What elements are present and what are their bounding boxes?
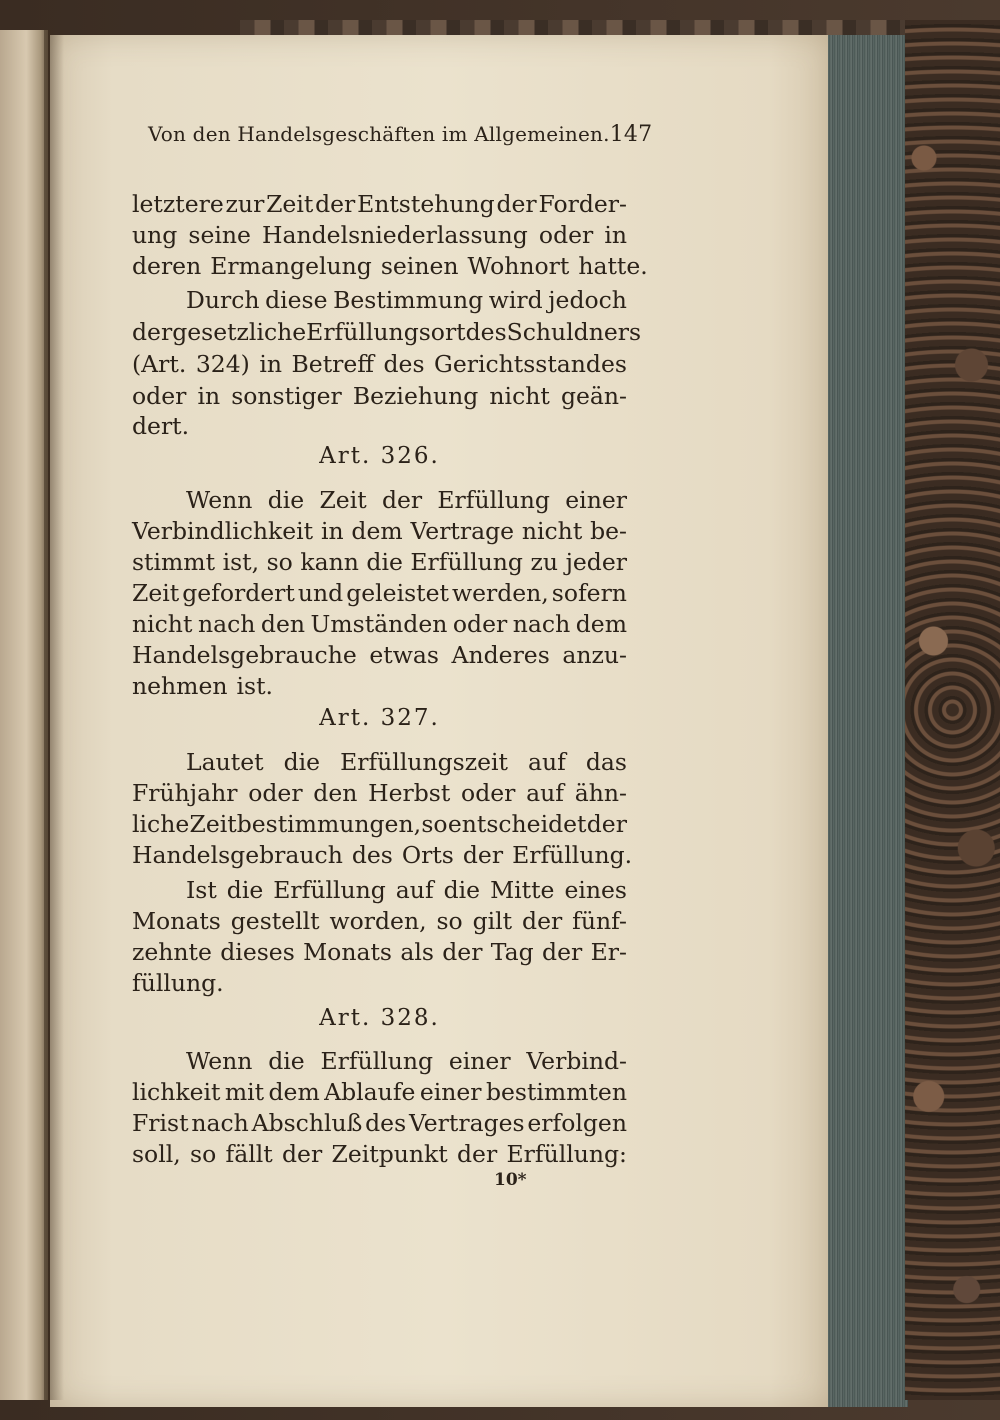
word: anzu- — [562, 641, 627, 669]
text-line — [132, 777, 627, 809]
word: Bestimmung — [333, 286, 484, 314]
running-title: Von den Handelsgeschäften im Allgemeinen. — [148, 122, 610, 146]
word: Monats — [132, 907, 221, 935]
word: Wohnort — [467, 252, 570, 280]
word: Frist — [132, 1109, 189, 1137]
word: so — [190, 1140, 217, 1168]
word: einer — [448, 1047, 511, 1075]
text-line — [132, 250, 648, 282]
facing-page-edge — [0, 30, 48, 1400]
text-line — [132, 515, 627, 547]
word: erfolgen — [527, 1109, 627, 1137]
word: sofern — [551, 579, 627, 607]
marbled-cover — [905, 20, 1000, 1400]
word: zur — [225, 190, 265, 218]
spine-shadow — [44, 30, 64, 1400]
word: diese — [265, 286, 328, 314]
word: auf — [526, 779, 564, 807]
word: in — [259, 350, 283, 378]
word: ähn- — [574, 779, 627, 807]
word: jeder — [565, 548, 627, 576]
word: die — [267, 486, 305, 514]
word: hatte. — [578, 252, 648, 280]
text-line — [132, 905, 627, 937]
word: liche — [132, 810, 190, 838]
word: stimmt — [132, 548, 216, 576]
word: sonstiger — [231, 382, 342, 410]
word: Monats — [303, 938, 392, 966]
word: Umständen — [310, 610, 448, 638]
word: lichkeit — [132, 1078, 221, 1106]
word: oder — [132, 382, 187, 410]
word: jedoch — [548, 286, 627, 314]
word: dert. — [132, 412, 190, 440]
word: oder — [452, 610, 508, 638]
word: und — [297, 579, 344, 607]
word: Mitte — [490, 876, 555, 904]
word: Erfüllung: — [506, 1140, 627, 1168]
word: Erfüllung — [320, 1047, 434, 1075]
word: Vertrage — [410, 517, 515, 545]
word: so — [421, 810, 448, 838]
word: dieses — [220, 938, 295, 966]
word: den — [260, 610, 306, 638]
text-line — [132, 577, 627, 609]
word: Frühjahr — [132, 779, 238, 807]
word: der — [442, 938, 483, 966]
word: dem — [351, 517, 403, 545]
word: nicht — [132, 610, 193, 638]
word: ist, — [222, 548, 260, 576]
page-number: 147 — [609, 122, 653, 147]
word: gilt — [472, 907, 513, 935]
word: des — [365, 1109, 407, 1137]
word: auf — [395, 876, 434, 904]
word: Tag — [490, 938, 534, 966]
word: der — [462, 841, 504, 869]
word: oder — [538, 221, 594, 249]
word: Gerichtsstandes — [434, 350, 627, 378]
word: Schuldners — [506, 318, 642, 346]
word: der — [381, 486, 423, 514]
word: in — [320, 517, 344, 545]
word: Ermangelung — [210, 252, 372, 280]
word: Zeit — [319, 486, 367, 514]
text-line — [132, 1076, 627, 1108]
word: nach — [512, 610, 571, 638]
word: dem — [575, 610, 627, 638]
text-line — [132, 1107, 627, 1139]
word: ung — [132, 221, 178, 249]
word: Entstehung — [357, 190, 495, 218]
word: Erfüllungsort — [306, 318, 466, 346]
word: nach — [191, 1109, 249, 1137]
running-header — [148, 122, 653, 147]
text-line — [132, 608, 627, 640]
word: die — [443, 876, 481, 904]
word: Erfüllungszeit — [340, 748, 508, 776]
text-line — [132, 1138, 627, 1170]
word: die — [283, 748, 321, 776]
word: letztere — [132, 190, 224, 218]
word: 324) — [195, 350, 250, 378]
word: entscheidet — [447, 810, 587, 838]
word: als — [400, 938, 434, 966]
word: Vertrages — [408, 1109, 525, 1137]
text-line — [132, 380, 627, 412]
word: nehmen — [132, 672, 228, 700]
text-line — [132, 967, 627, 999]
word: Verbind- — [526, 1047, 627, 1075]
text-line — [132, 219, 627, 251]
word: Erfüllung — [410, 548, 523, 576]
word: gefordert — [182, 579, 295, 607]
word: Erfüllung. — [512, 841, 633, 869]
word: kann — [300, 548, 359, 576]
word: eines — [564, 876, 627, 904]
word: nach — [197, 610, 256, 638]
word: Erfüllung — [437, 486, 550, 514]
word: die — [226, 876, 264, 904]
word: mit — [224, 1078, 265, 1106]
word: geleistet — [346, 579, 449, 607]
article-heading: Art. 326. — [319, 443, 440, 469]
word: füllung. — [132, 969, 224, 997]
word: ist. — [236, 672, 274, 700]
word: Betreff — [291, 350, 374, 378]
word: seine — [188, 221, 251, 249]
text-line — [186, 1045, 627, 1077]
word: Er- — [590, 938, 627, 966]
word: Ablaufe — [324, 1078, 416, 1106]
word: Zeitbestimmungen, — [189, 810, 422, 838]
word: Abschluß — [251, 1109, 363, 1137]
text-line — [186, 284, 627, 316]
article-heading: Art. 327. — [319, 705, 440, 731]
word: Orts — [401, 841, 454, 869]
word: in — [604, 221, 627, 249]
word: in — [197, 382, 221, 410]
word: Wenn — [186, 1047, 253, 1075]
text-line — [132, 546, 627, 578]
text-line — [186, 874, 627, 906]
word: gestellt — [230, 907, 320, 935]
word: der — [522, 907, 563, 935]
word: der — [132, 318, 173, 346]
word: oder — [248, 779, 303, 807]
word: Zeit — [132, 579, 180, 607]
word: Erfüllung — [273, 876, 386, 904]
word: die — [268, 1047, 305, 1075]
word: des — [465, 318, 507, 346]
text-line — [186, 484, 627, 516]
word: nicht — [489, 382, 550, 410]
word: Handelsniederlassung — [261, 221, 528, 249]
word: so — [266, 548, 293, 576]
page-block-edges — [828, 35, 908, 1407]
word: des — [351, 841, 393, 869]
text-line — [132, 188, 627, 220]
word: Wenn — [186, 486, 253, 514]
word: des — [383, 350, 425, 378]
word: der — [315, 190, 356, 218]
word: Verbindlichkeit — [132, 517, 314, 545]
text-line — [132, 316, 642, 348]
text-line — [132, 670, 627, 702]
word: geän- — [560, 382, 627, 410]
word: (Art. — [132, 350, 187, 378]
word: das — [585, 748, 627, 776]
word: einer — [565, 486, 627, 514]
word: be- — [590, 517, 627, 545]
word: den — [313, 779, 358, 807]
word: etwas — [369, 641, 439, 669]
word: die — [366, 548, 403, 576]
word: so — [436, 907, 463, 935]
article-heading: Art. 328. — [319, 1005, 440, 1031]
word: Anderes — [451, 641, 550, 669]
word: bestimmten — [485, 1078, 627, 1106]
word: der — [457, 1140, 498, 1168]
word: deren — [132, 252, 202, 280]
word: fünf- — [572, 907, 627, 935]
text-line — [132, 839, 633, 871]
signature-mark: 10* — [494, 1170, 527, 1190]
word: zehnte — [132, 938, 212, 966]
word: der — [496, 190, 537, 218]
word: seinen — [380, 252, 459, 280]
text-line — [132, 348, 627, 380]
word: der — [586, 810, 627, 838]
word: Forder- — [538, 190, 627, 218]
word: wird — [488, 286, 543, 314]
word: fällt — [225, 1140, 273, 1168]
word: Herbst — [368, 779, 451, 807]
word: nicht — [521, 517, 583, 545]
word: auf — [527, 748, 566, 776]
word: Zeitpunkt — [331, 1140, 448, 1168]
word: einer — [419, 1078, 482, 1106]
word: Handelsgebrauche — [132, 641, 357, 669]
text-line — [132, 808, 627, 840]
word: der — [282, 1140, 323, 1168]
word: gesetzliche — [172, 318, 307, 346]
word: werden, — [451, 579, 549, 607]
word: dem — [268, 1078, 320, 1106]
word: Beziehung — [352, 382, 479, 410]
text-line — [186, 746, 627, 778]
text-line — [132, 410, 627, 442]
text-line — [132, 639, 627, 671]
word: Ist — [186, 876, 217, 904]
word: Zeit — [266, 190, 314, 218]
word: Lautet — [186, 748, 264, 776]
word: der — [542, 938, 583, 966]
word: soll, — [132, 1140, 181, 1168]
text-line — [132, 936, 627, 968]
word: Durch — [186, 286, 260, 314]
word: Handelsgebrauch — [132, 841, 343, 869]
word: zu — [530, 548, 559, 576]
word: worden, — [329, 907, 427, 935]
word: oder — [461, 779, 516, 807]
